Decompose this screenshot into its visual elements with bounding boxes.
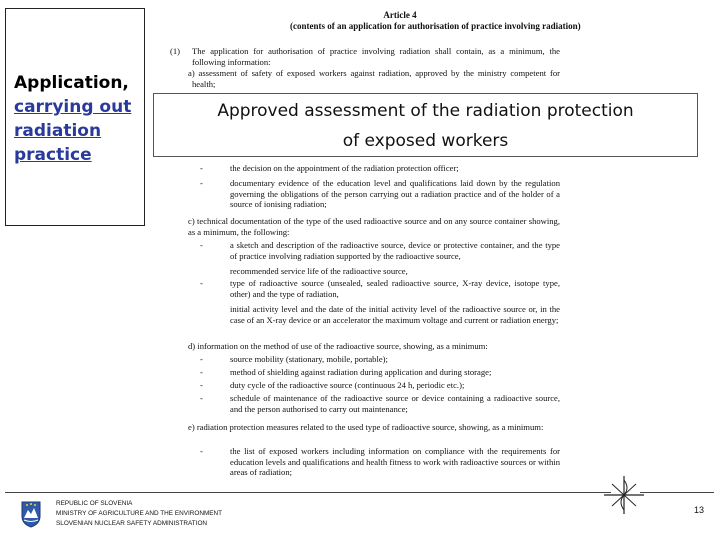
title-link-radiation[interactable]: radiation: [14, 121, 102, 141]
footer-line-3: SLOVENIAN NUCLEAR SAFETY ADMINISTRATION: [56, 520, 208, 527]
slovenia-coat-of-arms-icon: [20, 500, 42, 528]
article-title: (contents of an application for authorisation of practice involving radiation): [290, 21, 581, 31]
item-e: e) radiation protection measures related to the used type of radioactive source, showing, as a minimum:: [188, 422, 544, 432]
item-c2: type of radioactive source (unsealed, sealed radioactive source, X-ray device, isotope type, other) and the type of radiation,: [230, 278, 560, 299]
title-box: [5, 8, 145, 226]
banner-line-2: of exposed workers: [342, 131, 509, 151]
item-c3: initial activity level and the date of the initial activity level of the radioactive source or, in the case of an X-ray device or an accelerator the maximum voltage and current or radiation energy;: [230, 304, 560, 325]
item-b1: the decision on the appointment of the radiation protection officer;: [230, 163, 459, 173]
title-link-carrying-out[interactable]: carrying out: [14, 97, 132, 117]
footer-divider-right: [640, 492, 714, 493]
footer-line-2: MINISTRY OF AGRICULTURE AND THE ENVIRONMENT: [56, 510, 223, 517]
title-link-practice[interactable]: practice: [14, 145, 92, 165]
article-number: Article 4: [383, 10, 417, 20]
item-c1: a sketch and description of the radioactive source, device or protective container, and the type of practice involving radiation supported by the radioactive source,: [230, 240, 560, 261]
title-line-1: Application,: [14, 73, 129, 93]
footer-divider: [5, 492, 611, 493]
item-e1: the list of exposed workers including information on compliance with the requirements for education levels and qualifications and health fitness to work with radioactive sources or within areas of radiation;: [230, 446, 560, 478]
intro-text: The application for authorisation of practice involving radiation shall contain, as a minimum, the following information:: [192, 46, 560, 67]
page-number: 13: [694, 505, 705, 515]
item-c1b: recommended service life of the radioactive source,: [230, 266, 408, 276]
item-d3: duty cycle of the radioactive source (continuous 24 h, periodic etc.);: [230, 380, 465, 390]
item-d1: source mobility (stationary, mobile, portable);: [230, 354, 388, 364]
paragraph-number: (1): [170, 46, 181, 56]
item-d2: method of shielding against radiation during application and during storage;: [230, 367, 492, 377]
article-heading: [290, 10, 581, 32]
item-b2: documentary evidence of the education level and qualifications laid down by the regulation governing the obligations of the person carrying out a radiation practice and of the holder of a source of ionising radiation;: [230, 178, 560, 210]
item-d: d) information on the method of use of the radioactive source, showing, as a minimum:: [188, 341, 488, 351]
slide-title: [14, 71, 150, 167]
document-scan: Article 4 (contents of an application for authorisation of practice involving radiation) (1) The application for authorisation of practice involving radiation shall contain, as a minimum, the following information: a) assessment of safety of exposed workers against radiation, approved by the ministry competent for health; - the decision on the appointment of the radiation protection officer; - documentary evidence of the education level and qualifications laid down by the regulation governing the obligations of the person carrying out a radiation practice and of the holder of a source of ionising radiation; c) technical documentation of the type of the used radioactive source and on any source container showing, as a minimum, the following: - a sketch and description of the radioactive source, device or protective container, and the type of practice involving radiation supported by the radioactive source, recommended service life of the radioactive source, - type of radioactive source (unsealed, sealed radioactive source, X-ray device, isotope type, other) and the type of radiation, initial activity level and the date of the initial activity level of the radioactive source or, in the case of an X-ray device or an accelerator the maximum voltage and current or radiation energy; d) information on the method of use of the radioactive source, showing, as a minimum: - source mobility (stationary, mobile, portable); - method of shielding against radiation during application and during storage; - duty cycle of the radioactive source (continuous 24 h, periodic etc.); - schedule of maintenance of the radioactive source or device containing a radioactive source, and the person authorised to carry out maintenance; e) radiation protection measures related to the used type of radioactive source, showing, as a minimum: - the list of exposed workers including information on compliance with the requirements for education levels and qualifications and health fitness to work with radioactive sources or within areas of radiation;: [170, 10, 581, 478]
banner-line-1: Approved assessment of the radiation protection: [217, 101, 634, 121]
footer-line-1: REPUBLIC OF SLOVENIA: [56, 500, 133, 507]
item-d4: schedule of maintenance of the radioactive source or device containing a radioactive source, and the person authorised to carry out maintenance;: [230, 393, 560, 414]
atom-emblem-icon: [600, 474, 648, 516]
ministry-text: [56, 499, 222, 529]
highlight-banner: [153, 93, 698, 157]
item-c: c) technical documentation of the type of the used radioactive source and on any source container showing, as a minimum, the following:: [188, 216, 560, 237]
item-a: a) assessment of safety of exposed workers against radiation, approved by the ministry competent for health;: [188, 68, 560, 89]
